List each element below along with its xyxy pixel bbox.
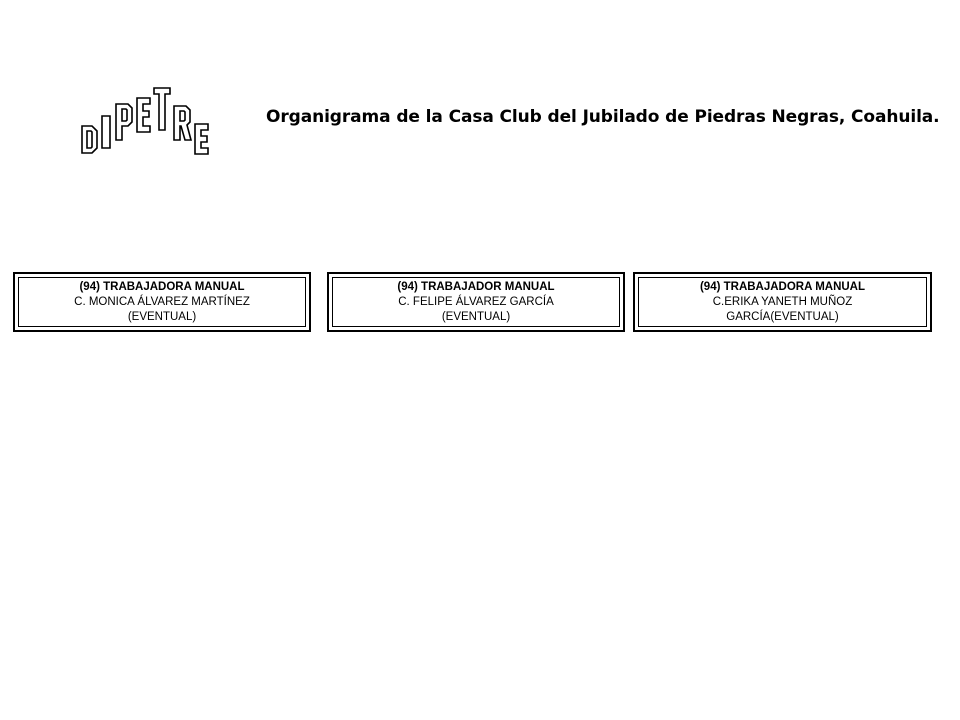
org-box-content	[18, 277, 306, 327]
org-box-name: C. FELIPE ÁLVAREZ GARCÍA	[398, 295, 554, 308]
page-title: Organigrama de la Casa Club del Jubilado de Piedras Negras, Coahuila.	[266, 107, 940, 127]
org-box-status: (EVENTUAL)	[441, 310, 511, 323]
org-box-status: GARCÍA(EVENTUAL)	[726, 310, 839, 323]
org-box-felipe	[327, 272, 625, 332]
org-box-role: (94) TRABAJADORA MANUAL	[699, 280, 866, 293]
org-box-status: (EVENTUAL)	[127, 310, 197, 323]
org-box-content	[638, 277, 927, 327]
org-box-name: C. MONICA ÁLVAREZ MARTÍNEZ	[74, 295, 250, 308]
org-box-role: (94) TRABAJADORA MANUAL	[79, 280, 245, 293]
org-box-name: C.ERIKA YANETH MUÑOZ	[712, 295, 853, 308]
org-box-role: (94) TRABAJADOR MANUAL	[397, 280, 555, 293]
org-box-content	[332, 277, 620, 327]
dipetre-logo	[78, 78, 218, 158]
org-box-monica	[13, 272, 311, 332]
org-box-erika	[633, 272, 932, 332]
